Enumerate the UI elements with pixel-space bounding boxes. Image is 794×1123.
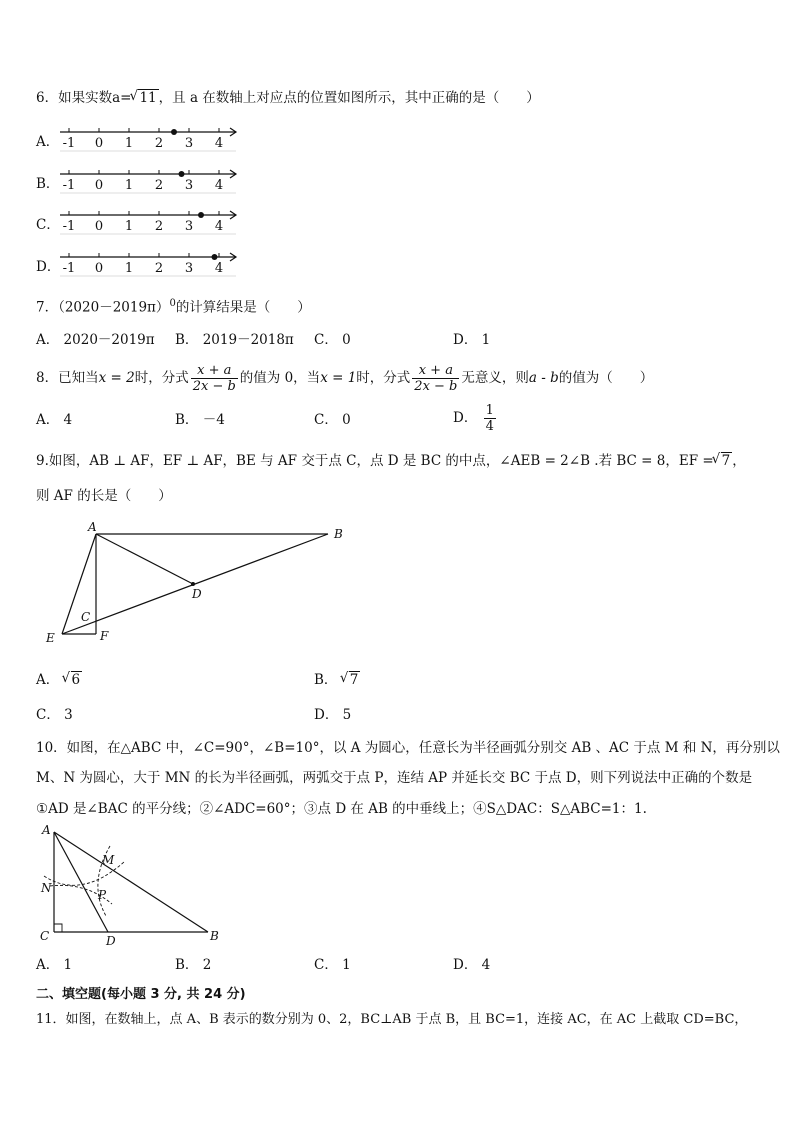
tick-label: 3 [184, 219, 194, 234]
tick-label: -1 [62, 178, 76, 193]
tick-label: 2 [154, 178, 164, 193]
q7-stem: 7．$(2020-2019\pi)^0$的计算结果是（ ） [36, 298, 311, 316]
label-m: M [102, 853, 115, 867]
q9-option-d: D． 5 [314, 707, 352, 723]
q6-var: a= [112, 90, 132, 106]
label-p: P [98, 888, 107, 902]
tick-label: 1 [124, 136, 134, 151]
q8-fraction-1: $\frac{x + a}{2x - b}$ [192, 363, 236, 394]
q10-option-c: C． 1 [314, 957, 351, 973]
option-label: B． [36, 176, 60, 192]
q8-option-d: D． $\frac{1}{4}$ [453, 403, 494, 434]
option-label: A． [36, 134, 60, 150]
label-n: N [41, 881, 52, 895]
tick-label: 4 [214, 136, 224, 151]
segment-ab [54, 832, 208, 932]
section-heading: 二、填空题(每小题 3 分, 共 24 分) [36, 987, 246, 1002]
tick-label: -1 [62, 261, 76, 276]
q9-stem-line1: 9.如图，AB ⊥ AF，EF ⊥ AF，BE 与 AF 交于点 C，点 D 是 BC 的中点，∠AEB = 2∠B .若 BC = 8，EF =√ 7 ， [36, 451, 746, 471]
tick-label: 4 [214, 261, 224, 276]
segment-ae [62, 534, 96, 634]
point-d [191, 582, 195, 586]
number-line-b [60, 168, 250, 198]
tick-label: 2 [154, 136, 164, 151]
number-line-d [60, 251, 250, 281]
tick-label: 3 [184, 261, 194, 276]
tick-label: 0 [94, 261, 104, 276]
q9-figure [40, 516, 360, 646]
label-e: E [46, 631, 55, 645]
q6-stem [36, 88, 540, 108]
tick-label: -1 [62, 219, 76, 234]
segment-ad [96, 534, 193, 584]
option-label: C． [36, 217, 60, 233]
q6-sqrt: √ 11 [138, 89, 158, 106]
tick-label: 3 [184, 178, 194, 193]
q10-option-b: B． 2 [175, 957, 212, 973]
tick-label: 4 [214, 178, 224, 193]
tick-label: 1 [124, 219, 134, 234]
q8-stem: 8．已知当x = 2时，分式 $\frac{x + a}{2x - b}$ 的值为 0，当x = 1时，分式 $\frac{x + a}{2x - b}$ 无意义，则a - b的值为（ ） [36, 363, 654, 394]
q7-option-c: C． 0 [314, 332, 351, 348]
right-angle-mark [54, 924, 62, 932]
q7-option-a: A． 2020－2019π [36, 332, 155, 348]
q10-figure [36, 824, 236, 950]
tick-label: 4 [214, 219, 224, 234]
tick-label: 0 [94, 178, 104, 193]
q9-option-c: C． 3 [36, 707, 73, 723]
q10-option-d: D． 4 [453, 957, 491, 973]
tick-label: 1 [124, 178, 134, 193]
q9-stem-line2: 则 AF 的长是（ ） [36, 488, 172, 504]
point-a-dot [171, 129, 177, 135]
segment-ad [54, 832, 108, 932]
label-a: A [42, 824, 51, 837]
tick-label: -1 [62, 136, 76, 151]
q10-option-a: A． 1 [36, 957, 73, 973]
label-b: B [334, 527, 343, 541]
q6-rest: ，且 a 在数轴上对应点的位置如图所示，其中正确的是（ ） [158, 90, 540, 106]
label-a: A [88, 520, 97, 534]
tick-label: 0 [94, 219, 104, 234]
label-c: C [40, 929, 50, 943]
label-d: D [192, 587, 202, 601]
q9-option-b: B． √ 7 [314, 670, 360, 690]
label-f: F [100, 629, 109, 643]
point-a-dot [179, 171, 185, 177]
q10-stem-line3: ①AD 是∠BAC 的平分线；②∠ADC=60°；③点 D 在 AB 的中垂线上；④S△DAC：S△ABC=1：1. [36, 801, 647, 817]
q10-stem-line1: 10．如图，在△ABC 中，∠C=90°，∠B=10°，以 A 为圆心，任意长为半径画弧分别交 AB 、AC 于点 M 和 N，再分别以 [36, 740, 780, 756]
q9-option-a: A． √ 6 [36, 670, 82, 690]
q8-fraction-2: $\frac{x + a}{2x - b}$ [414, 363, 458, 394]
q7-option-d: D． 1 [453, 332, 491, 348]
q7-option-b: B． 2019－2018π [175, 332, 294, 348]
tick-label: 2 [154, 261, 164, 276]
number-line-c [60, 209, 250, 239]
tick-label: 1 [124, 261, 134, 276]
point-a-dot [198, 212, 204, 218]
tick-label: 0 [94, 136, 104, 151]
q8-option-c: C． 0 [314, 412, 351, 428]
q11-stem: 11．如图，在数轴上，点 A、B 表示的数分别为 0、2，BC⊥AB 于点 B，且 BC=1，连接 AC，在 AC 上截取 CD=BC， [36, 1012, 748, 1027]
q8-option-b: B． －4 [175, 412, 225, 428]
tick-label: 3 [184, 136, 194, 151]
label-c: C [81, 610, 91, 624]
option-label: D． [36, 259, 61, 275]
point-a-dot [212, 254, 218, 260]
q6-prefix: 6．如果实数 [36, 90, 113, 106]
label-b: B [210, 929, 219, 943]
tick-label: 2 [154, 219, 164, 234]
number-line-a [60, 126, 250, 156]
label-d: D [106, 934, 116, 948]
q8-option-a: A． 4 [36, 412, 73, 428]
q10-stem-line2: M、N 为圆心，大于 MN 的长为半径画弧，两弧交于点 P，连结 AP 并延长交 BC 于点 D，则下列说法中正确的个数是 [36, 770, 753, 786]
